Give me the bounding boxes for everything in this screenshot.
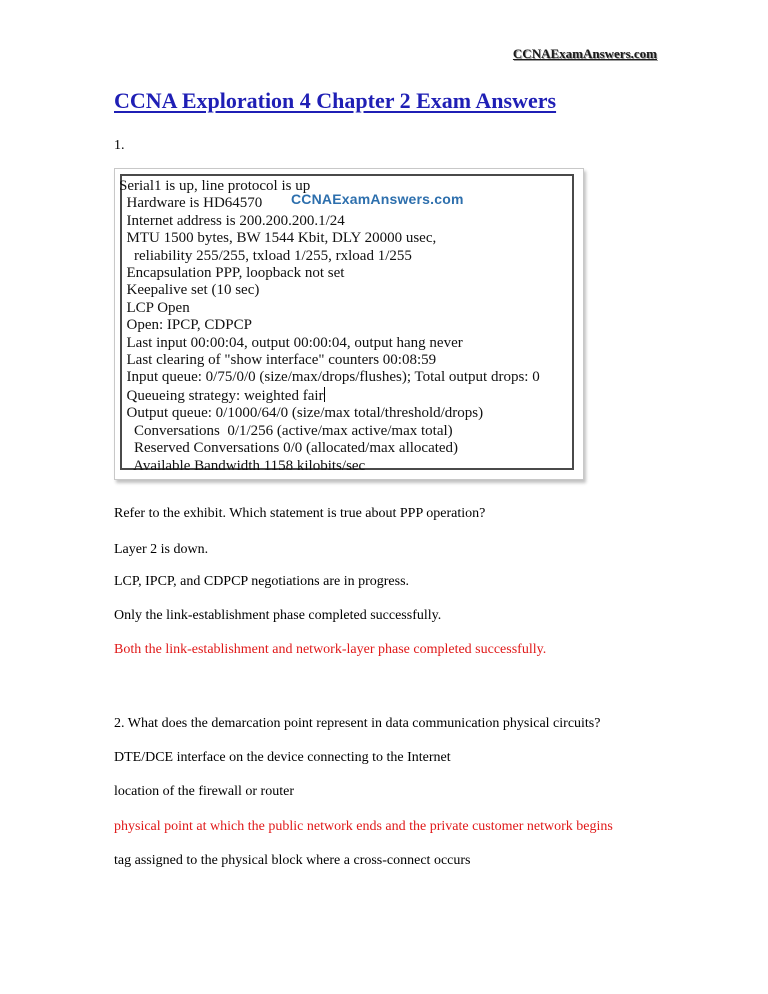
question-1-option: Only the link-establishment phase completed successfully.: [114, 608, 442, 623]
question-1-option: Layer 2 is down.: [114, 542, 209, 557]
console-line: Input queue: 0/75/0/0 (size/max/drops/flushes); Total output drops: 0: [119, 369, 540, 386]
text-cursor: [324, 387, 325, 402]
question-2-option: location of the firewall or router: [114, 784, 294, 799]
question-2-option: tag assigned to the physical block where a cross-connect occurs: [114, 853, 471, 868]
console-line: Last clearing of "show interface" counters 00:08:59: [119, 352, 437, 369]
page-title: CCNA Exploration 4 Chapter 2 Exam Answers: [114, 88, 557, 113]
console-line: Available Bandwidth 1158 kilobits/sec: [119, 457, 366, 474]
console-line: Hardware is HD64570: [119, 195, 263, 212]
exhibit-console-output: [119, 178, 540, 475]
question-2-correct-answer: physical point at which the public network ends and the private customer network begins: [114, 819, 613, 834]
console-line: Conversations 0/1/256 (active/max active/max total): [119, 422, 453, 439]
console-line: Last input 00:00:04, output 00:00:04, output hang never: [119, 334, 463, 351]
site-link[interactable]: CCNAExamAnswers.com: [512, 46, 657, 61]
exhibit-watermark: CCNAExamAnswers.com: [291, 191, 464, 207]
console-line: Open: IPCP, CDPCP: [119, 317, 252, 334]
console-line: Reserved Conversations 0/0 (allocated/max allocated): [119, 440, 459, 457]
question-2-option: DTE/DCE interface on the device connecting to the Internet: [114, 750, 451, 765]
console-line: Keepalive set (10 sec): [119, 282, 260, 299]
console-line: Internet address is 200.200.200.1/24: [119, 212, 345, 229]
console-line: MTU 1500 bytes, BW 1544 Kbit, DLY 20000 usec,: [119, 230, 437, 247]
console-line: reliability 255/255, txload 1/255, rxload 1/255: [119, 247, 412, 264]
console-line: Encapsulation PPP, loopback not set: [119, 265, 345, 282]
console-line: Output queue: 0/1000/64/0 (size/max total/threshold/drops): [119, 405, 484, 422]
console-line: Serial1 is up, line protocol is up: [119, 178, 311, 194]
question-1-option: LCP, IPCP, and CDPCP negotiations are in progress.: [114, 574, 410, 589]
question-1-prompt: Refer to the exhibit. Which statement is true about PPP operation?: [114, 506, 486, 521]
console-line-text: Queueing strategy: weighted fair: [119, 387, 324, 404]
question-1-correct-answer: Both the link-establishment and network-layer phase completed successfully.: [114, 642, 547, 657]
question-2-prompt: 2. What does the demarcation point represent in data communication physical circuits?: [114, 716, 601, 731]
question-1-number: 1.: [114, 138, 125, 153]
console-line: [119, 387, 540, 405]
console-line: LCP Open: [119, 299, 190, 316]
